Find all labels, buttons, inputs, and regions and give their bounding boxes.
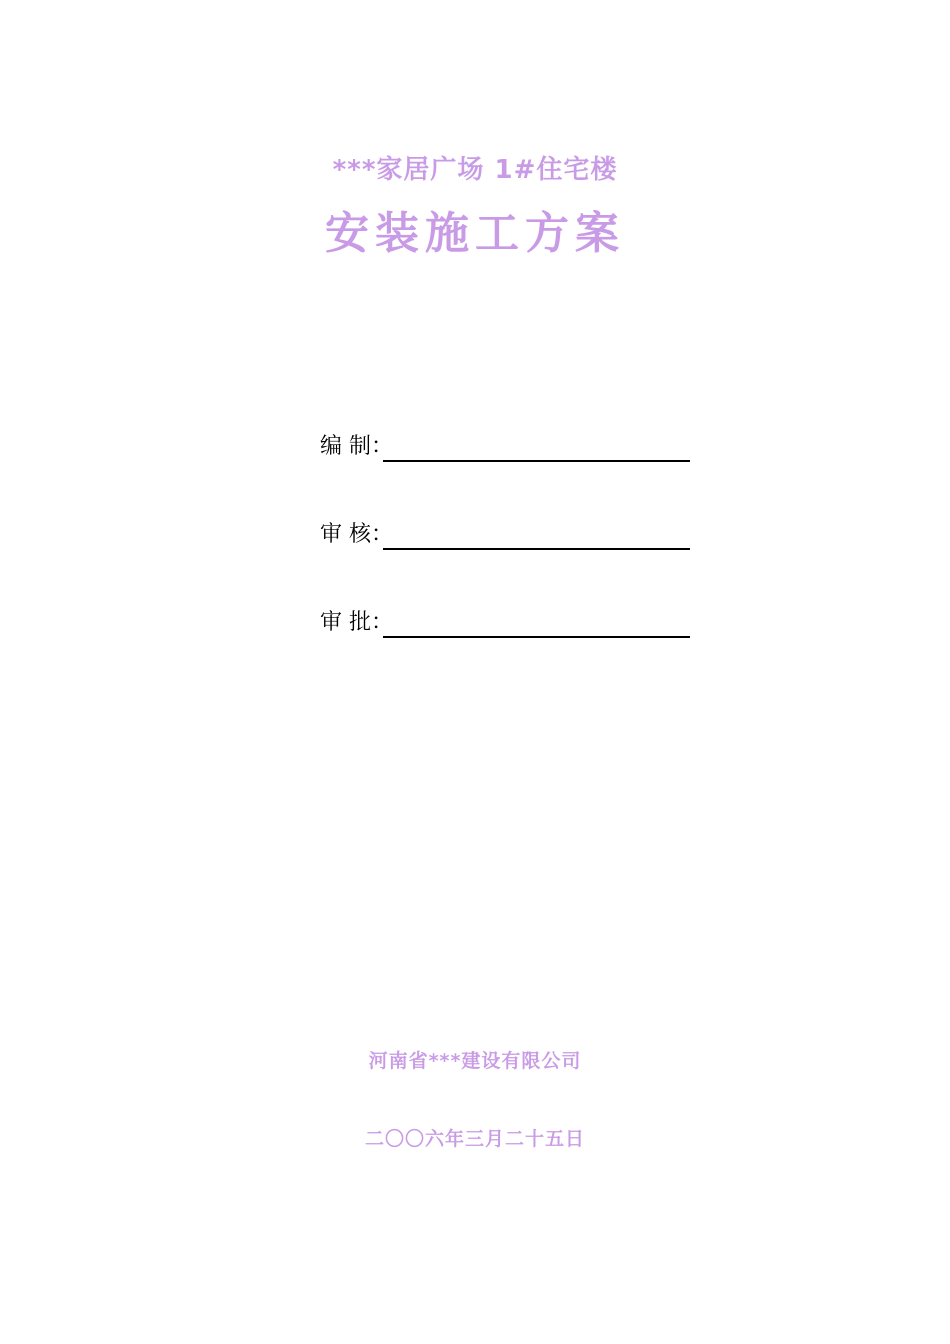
- signature-row-approved: [320, 604, 690, 638]
- signature-row-prepared: [320, 428, 690, 462]
- signature-label-prepared: 编 制：: [320, 434, 393, 459]
- signature-line-reviewed: [383, 548, 690, 550]
- signature-label-reviewed: 审 核：: [320, 522, 393, 547]
- signature-label-approved: 审 批：: [320, 610, 393, 635]
- signature-line-prepared: [383, 460, 690, 462]
- signature-row-reviewed: [320, 516, 690, 550]
- document-title: 安装施工方案: [325, 208, 625, 259]
- company-name: 河南省***建设有限公司: [368, 1050, 582, 1072]
- project-subtitle: ***家居广场 1#住宅楼: [332, 155, 618, 185]
- document-date: 二〇〇六年三月二十五日: [364, 1128, 585, 1150]
- signature-line-approved: [383, 636, 690, 638]
